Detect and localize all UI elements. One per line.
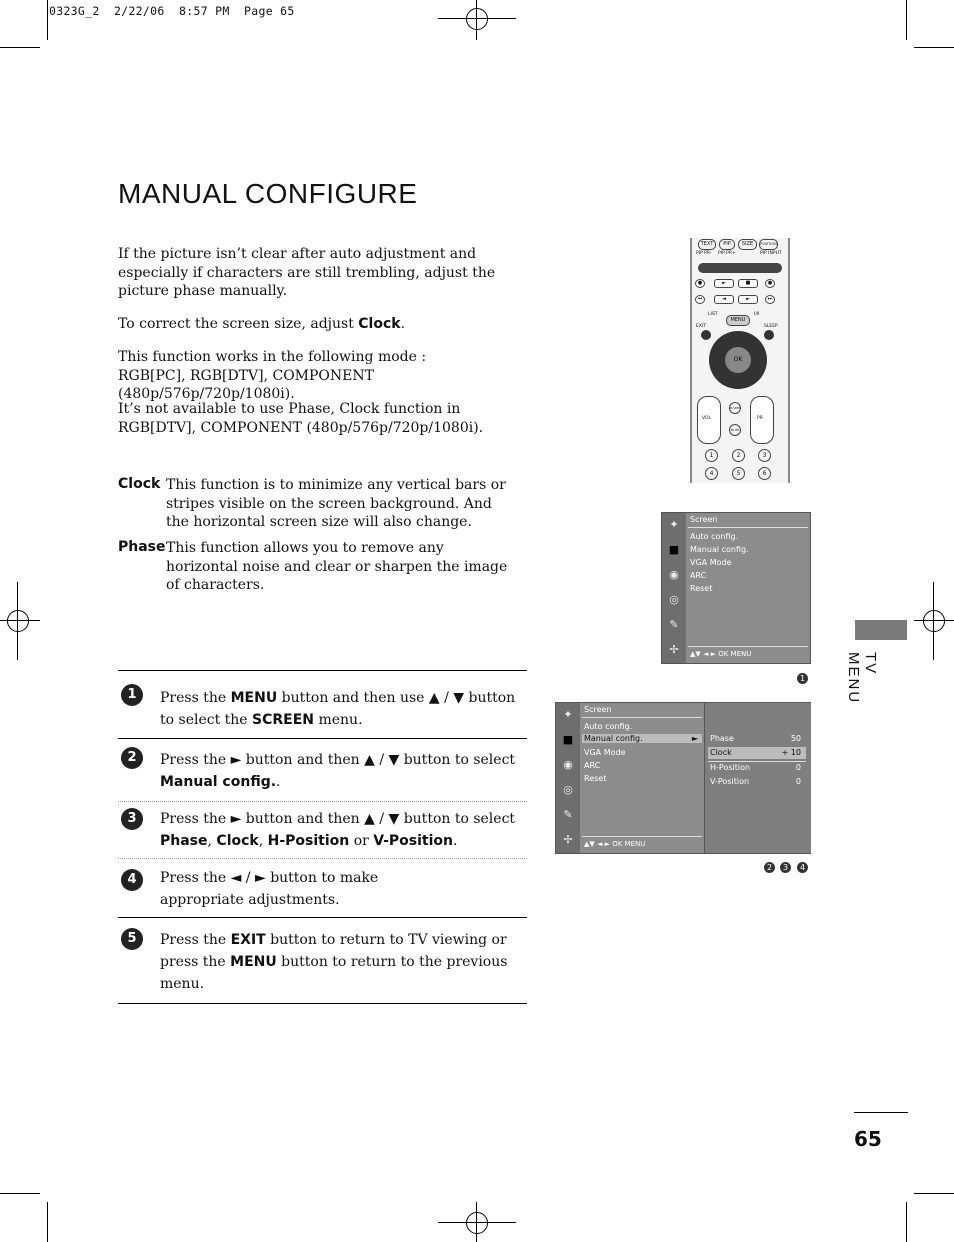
menu-button: MENU — [726, 315, 750, 326]
step-number: 2 — [121, 747, 143, 769]
step-divider — [118, 801, 527, 802]
skip-button: ⏭ — [765, 295, 775, 304]
osd-icon-column — [556, 703, 580, 853]
step-text: Press the MENU button and then use ▲ / ▼ button to select the SCREEN menu. — [160, 690, 516, 728]
qview-button: Q.VIEW — [729, 402, 741, 414]
step-divider — [118, 1003, 527, 1004]
number-button: 5 — [732, 467, 745, 480]
sub-item-value: 0 — [795, 777, 801, 786]
registration-mark — [0, 620, 40, 621]
option-icon: ✢ — [669, 643, 679, 656]
section-label: TV MENU — [845, 652, 879, 705]
sub-item-value: 0 — [795, 763, 801, 772]
osd-divider — [688, 527, 808, 528]
submenu-panel — [704, 703, 811, 853]
satellite-icon: ✦ — [669, 518, 679, 531]
step-text: Press the ► button and then ▲ / ▼ button to select Manual config.. — [160, 752, 516, 790]
remote-control-illustration — [690, 238, 790, 483]
back-button: ◄ — [714, 295, 734, 304]
step-number: 3 — [121, 808, 143, 830]
step-badge: 2 — [764, 862, 775, 873]
exit-button — [701, 330, 711, 340]
registration-mark — [7, 610, 29, 632]
osd-item[interactable]: Reset — [584, 774, 607, 783]
osd-item-selected[interactable]: Manual config. ► — [582, 734, 702, 743]
osd-item[interactable]: VGA Mode — [690, 558, 732, 567]
osd-item[interactable]: ARC — [584, 761, 601, 770]
position-button: POSITION — [759, 239, 778, 250]
intro-paragraph: To correct the screen size, adjust Clock. — [118, 316, 406, 332]
page-title: MANUAL CONFIGURE — [118, 178, 418, 209]
sub-item-label[interactable]: H-Position — [710, 763, 751, 772]
ok-button: OK — [725, 347, 751, 373]
time-icon: ✎ — [669, 618, 679, 631]
sub-item-label[interactable]: Phase — [710, 734, 734, 743]
intro-paragraph: This function works in the following mode : RGB[PC], RGB[DTV], COMPONENT (480p/576p/720p/1080i). — [118, 349, 427, 402]
crop-mark — [47, 1202, 48, 1242]
osd-item[interactable]: Auto config. — [584, 722, 633, 731]
osd-divider — [708, 761, 806, 762]
sleep-button — [764, 330, 774, 340]
crop-mark — [906, 0, 907, 40]
registration-mark — [914, 620, 954, 621]
sub-item-value: 50 — [790, 734, 801, 743]
osd-item[interactable]: Auto config. — [690, 532, 739, 541]
pip-button: PIP — [719, 239, 735, 250]
number-button: 4 — [705, 467, 718, 480]
step-badge: 4 — [797, 862, 808, 873]
osd-item[interactable]: VGA Mode — [584, 748, 626, 757]
forward-button: ► — [738, 295, 758, 304]
registration-mark — [466, 8, 488, 30]
sub-item-label: Clock — [710, 748, 732, 757]
picture-icon: ◉ — [563, 758, 573, 771]
pip-rocker — [698, 263, 782, 273]
record-button: ● — [695, 279, 705, 288]
remote-label: PIP PR+ — [718, 251, 736, 256]
sub-item-value: + 10 — [781, 748, 801, 757]
sound-icon: ◎ — [563, 783, 573, 796]
intro-paragraph: If the picture isn’t clear after auto adjustment and especially if characters are still trembling, adjust the picture phase manually. — [118, 246, 496, 299]
remote-label: PR — [757, 416, 763, 421]
definition-text: This function allows you to remove any horizontal noise and clear or sharpen the image of characters. — [166, 540, 508, 593]
manual-config-osd — [555, 702, 811, 854]
step-number: 4 — [121, 869, 143, 891]
remote-label: LIST — [708, 312, 718, 317]
size-button: SIZE — [738, 239, 757, 250]
registration-mark — [466, 1212, 488, 1234]
step-number: 5 — [121, 928, 143, 950]
step-divider — [118, 858, 527, 859]
submenu-arrow-icon: ► — [691, 734, 698, 743]
osd-icon-column — [662, 513, 686, 663]
number-button: 6 — [758, 467, 771, 480]
osd-footer: ▲▼ ◄ ► OK MENU — [690, 650, 752, 658]
time-icon: ✎ — [563, 808, 573, 821]
intro-paragraph: It’s not available to use Phase, Clock function in RGB[DTV], COMPONENT (480p/576p/720p/1080i). — [118, 401, 484, 436]
remote-label: EXIT — [696, 324, 707, 329]
text-button: TEXT — [698, 239, 716, 250]
crop-mark — [47, 0, 48, 40]
number-button: 1 — [705, 449, 718, 462]
screen-icon: ■ — [562, 733, 574, 746]
registration-mark — [933, 582, 934, 660]
definition-term: Phase — [118, 539, 166, 555]
crop-mark — [0, 1193, 40, 1194]
definition-term: Clock — [118, 476, 161, 492]
step-text: Press the EXIT button to return to TV viewing or press the MENU button to return to the previous menu. — [160, 932, 508, 992]
rewind-button: ⏮ — [695, 295, 705, 304]
screen-icon: ■ — [668, 543, 680, 556]
stop-button: ■ — [738, 279, 758, 288]
crop-mark — [906, 1202, 907, 1242]
definition-text: This function is to minimize any vertical bars or stripes visible on the screen background. And the horizontal screen size will also change. — [166, 477, 506, 530]
osd-item[interactable]: ARC — [690, 571, 707, 580]
registration-mark — [476, 0, 477, 40]
osd-header: Screen — [690, 515, 718, 524]
print-header-stamp: 0323G_2 2/22/06 8:57 PM Page 65 — [49, 4, 295, 18]
step-number: 1 — [121, 684, 143, 706]
section-tab — [855, 620, 907, 640]
mute-button: MUTE — [729, 424, 741, 436]
step-badge: 1 — [797, 673, 808, 684]
sound-icon: ◎ — [669, 593, 679, 606]
step-badge: 3 — [780, 862, 791, 873]
step-text: Press the ◄ / ► button to make appropriate adjustments. — [160, 870, 379, 908]
crop-mark — [914, 1193, 954, 1194]
sub-item-label[interactable]: V-Position — [710, 777, 750, 786]
remote-label: PIP INPUT — [760, 251, 782, 256]
osd-divider — [688, 646, 808, 647]
play-button: ► — [714, 279, 734, 288]
screen-menu-osd — [661, 512, 811, 664]
osd-item[interactable]: Manual config. — [690, 545, 749, 554]
satellite-icon: ✦ — [563, 708, 573, 721]
pause-button: ● — [765, 279, 775, 288]
registration-mark — [438, 1222, 516, 1223]
page-number: 65 — [854, 1127, 882, 1151]
osd-header: Screen — [584, 705, 612, 714]
page-number-rule — [854, 1112, 908, 1113]
number-button: 2 — [732, 449, 745, 462]
option-icon: ✢ — [563, 833, 573, 846]
remote-label: VOL — [702, 416, 712, 421]
registration-mark — [438, 18, 516, 19]
step-divider — [118, 670, 527, 671]
remote-label: I/II — [754, 312, 760, 317]
registration-mark — [17, 582, 18, 660]
crop-mark — [0, 47, 40, 48]
number-button: 3 — [758, 449, 771, 462]
step-text: Press the ► button and then ▲ / ▼ button to select Phase, Clock, H-Position or V-Position. — [160, 811, 516, 849]
crop-mark — [914, 47, 954, 48]
remote-label: PIP PR- — [696, 251, 712, 256]
osd-item[interactable]: Reset — [690, 584, 713, 593]
osd-footer: ▲▼ ◄ ► OK MENU — [584, 840, 646, 848]
step-divider — [118, 917, 527, 918]
picture-icon: ◉ — [669, 568, 679, 581]
osd-divider — [582, 836, 702, 837]
registration-mark — [923, 610, 945, 632]
remote-label: SLEEP — [764, 324, 778, 329]
osd-divider — [582, 717, 702, 718]
registration-mark — [476, 1202, 477, 1242]
step-divider — [118, 738, 527, 739]
